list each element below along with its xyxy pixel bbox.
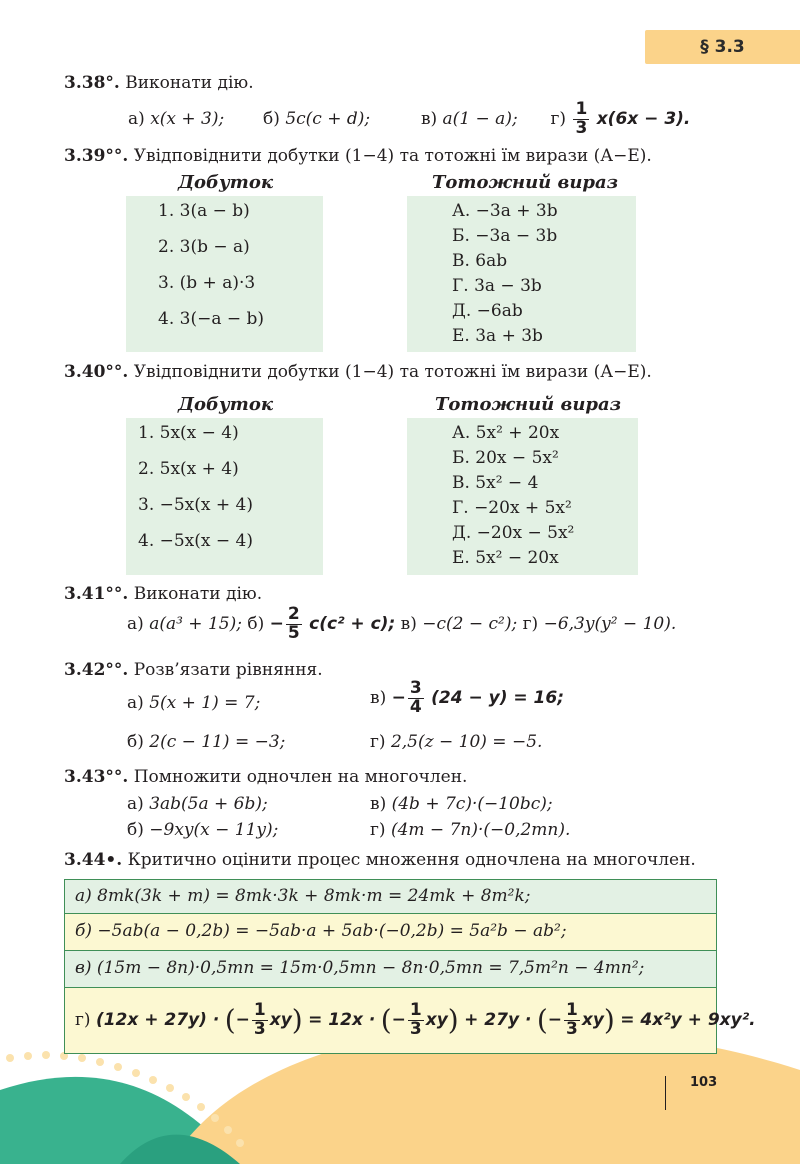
item-label: б) — [127, 732, 144, 752]
expression: + 27y · — [464, 1010, 532, 1030]
list-item: Е. 5x² − 20x — [452, 548, 559, 568]
fraction: $\frac{1}{3}$ — [253, 1000, 266, 1039]
expression: (12x + 27y) · — [95, 1010, 220, 1030]
list-item: В. 6ab — [452, 251, 508, 271]
expression: а) 8mk(3k + m) = 8mk·3k + 8mk·m = 24mk + 8m²k; — [75, 886, 531, 906]
problem-title: Виконати дію. — [125, 73, 254, 93]
column-header-identity: Тотожний вираз — [435, 394, 622, 415]
problem-3-42-item-b — [127, 732, 285, 752]
problem-number: 3.41°°. — [64, 584, 129, 604]
problem-number: 3.42°°. — [64, 660, 129, 680]
products-box — [126, 196, 323, 352]
expression: (4m − 7n)·(−0,2mn). — [390, 820, 571, 840]
problem-3-41-items — [127, 606, 676, 650]
expression: б) −5ab(a − 0,2b) = −5ab·a + 5ab·(−0,2b) = 5a²b − ab²; — [75, 921, 567, 941]
list-item: Б. 20x − 5x² — [452, 448, 559, 468]
list-item: Д. −6ab — [452, 301, 523, 321]
expression: x(6x − 3). — [596, 108, 691, 129]
problem-3-42-header — [64, 660, 323, 680]
problem-title: Увідповіднити добутки (1−4) та тотожні їм вирази (А−Е). — [133, 146, 652, 166]
expression: 5(x + 1) = 7; — [149, 693, 261, 713]
paren-close: ) — [291, 1003, 303, 1037]
problem-3-43-item-v — [370, 794, 553, 814]
list-item: 4. −5x(x − 4) — [138, 531, 253, 551]
expression: a(1 − a); — [442, 108, 518, 129]
problem-3-38-header — [64, 73, 254, 93]
expression: a(a³ + 15); — [149, 613, 242, 634]
expression: (4b + 7c)·(−10bc); — [391, 794, 553, 814]
expression: xy — [269, 1010, 292, 1030]
list-item: 3. −5x(x + 4) — [138, 495, 253, 515]
item-label: б) — [247, 613, 265, 634]
list-item: 3. (b + a)·3 — [158, 273, 256, 293]
fraction: $\frac{3}{4}$ — [409, 678, 422, 717]
problem-3-43-item-a — [127, 794, 268, 814]
item-label: г) — [550, 108, 567, 129]
column-header-product: Добуток — [178, 172, 274, 193]
list-item: А. 5x² + 20x — [452, 423, 560, 443]
problem-3-44-header — [64, 850, 696, 870]
expression: (24 − y) = 16; — [431, 687, 565, 708]
list-item: А. −3a + 3b — [452, 201, 558, 221]
item-label: а) — [127, 613, 144, 634]
item-label: а) — [127, 693, 144, 713]
problem-title: Розв’язати рівняння. — [133, 660, 323, 680]
fraction: $\frac{1}{3}$ — [409, 1000, 422, 1039]
expression: −9xy(x − 11y); — [149, 820, 279, 840]
list-item: В. 5x² − 4 — [452, 473, 539, 493]
list-item: 1. 3(a − b) — [158, 201, 250, 221]
page-number-divider — [665, 1076, 666, 1110]
item-label: а) — [127, 794, 144, 814]
expression: −6,3y(y² − 10). — [543, 613, 677, 634]
list-item: Г. −20x + 5x² — [452, 498, 572, 518]
item-label: г) — [370, 732, 386, 752]
expression: = 4x²y + 9xy². — [620, 1010, 756, 1030]
problem-3-42-item-g — [370, 732, 542, 752]
minus-sign: − — [269, 613, 284, 634]
item-label: в) — [420, 108, 438, 129]
expression: 2(c − 11) = −3; — [149, 732, 286, 752]
critique-row-a — [64, 879, 717, 914]
list-item: 4. 3(−a − b) — [158, 309, 265, 329]
problem-title: Увідповіднити добутки (1−4) та тотожні їм вирази (А−Е). — [133, 362, 652, 382]
expression: xy — [581, 1010, 604, 1030]
problem-title: Помножити одночлен на многочлен. — [133, 767, 468, 787]
minus-sign: − — [235, 1010, 250, 1030]
expression: 3ab(5a + 6b); — [149, 794, 268, 814]
item-label: а) — [128, 108, 145, 129]
column-header-product: Добуток — [178, 394, 274, 415]
problem-3-43-header — [64, 767, 467, 787]
problem-number: 3.44•. — [64, 850, 123, 870]
list-item: 2. 5x(x + 4) — [138, 459, 239, 479]
identities-box — [407, 418, 638, 575]
list-item: 2. 3(b − a) — [158, 237, 250, 257]
minus-sign: − — [391, 1010, 406, 1030]
products-box — [126, 418, 323, 575]
problem-number: 3.40°°. — [64, 362, 129, 382]
fraction: $\frac{2}{5}$ — [287, 604, 300, 643]
item-label: в) — [370, 794, 387, 814]
expression: x(x + 3); — [150, 108, 225, 129]
item-label: в) — [400, 613, 417, 634]
paren-close: ) — [603, 1003, 615, 1037]
paren-open: ( — [224, 1003, 236, 1037]
problem-3-43-item-b — [127, 820, 278, 840]
expression: −c(2 − c²); — [422, 613, 518, 634]
page-number: 103 — [690, 1075, 718, 1090]
problem-3-39-header — [64, 146, 652, 166]
expression: c(c² + c); — [309, 613, 396, 634]
list-item: Б. −3a − 3b — [452, 226, 558, 246]
problem-3-43-item-g — [370, 820, 570, 840]
fraction: $\frac{1}{3}$ — [575, 99, 588, 138]
item-label: в) — [370, 687, 387, 708]
problem-3-42-item-a — [127, 693, 260, 713]
expression: 2,5(z − 10) = −5. — [390, 732, 543, 752]
list-item: Г. 3a − 3b — [452, 276, 542, 296]
problem-number: 3.38°. — [64, 73, 120, 93]
problem-3-38-items — [128, 101, 690, 137]
identities-box — [407, 196, 636, 352]
item-label: б) — [263, 108, 280, 129]
minus-sign: − — [547, 1010, 563, 1030]
problem-3-42-item-v — [370, 680, 564, 724]
expression: в) (15m − 8n)·0,5mn = 15m·0,5mn − 8n·0,5mn = 7,5m²n − 4mn²; — [75, 958, 645, 978]
section-tab: § 3.3 — [645, 30, 800, 64]
item-label: г) — [370, 820, 386, 840]
item-label: г) — [75, 1010, 91, 1030]
problem-number: 3.39°°. — [64, 146, 129, 166]
minus-sign: − — [391, 687, 406, 708]
critique-row-v — [64, 951, 717, 988]
list-item: 1. 5x(x − 4) — [138, 423, 239, 443]
expression: xy — [425, 1010, 448, 1030]
critique-row-g — [64, 988, 756, 1054]
problem-number: 3.43°°. — [64, 767, 129, 787]
expression: = 12x · — [308, 1010, 376, 1030]
fraction: $\frac{1}{3}$ — [566, 1000, 578, 1039]
item-label: г) — [522, 613, 539, 634]
problem-title: Критично оцінити процес множення одночлена на многочлен. — [127, 850, 696, 870]
paren-close: ) — [447, 1003, 459, 1037]
expression: 5c(c + d); — [285, 108, 371, 129]
item-label: б) — [127, 820, 144, 840]
paren-open: ( — [536, 1003, 548, 1037]
problem-3-40-header — [64, 362, 652, 382]
list-item: Д. −20x − 5x² — [452, 523, 575, 543]
problem-3-41-header — [64, 584, 262, 604]
critique-row-b — [64, 914, 717, 951]
column-header-identity: Тотожний вираз — [432, 172, 619, 193]
problem-title: Виконати дію. — [133, 584, 263, 604]
list-item: Е. 3a + 3b — [452, 326, 543, 346]
paren-open: ( — [380, 1003, 392, 1037]
